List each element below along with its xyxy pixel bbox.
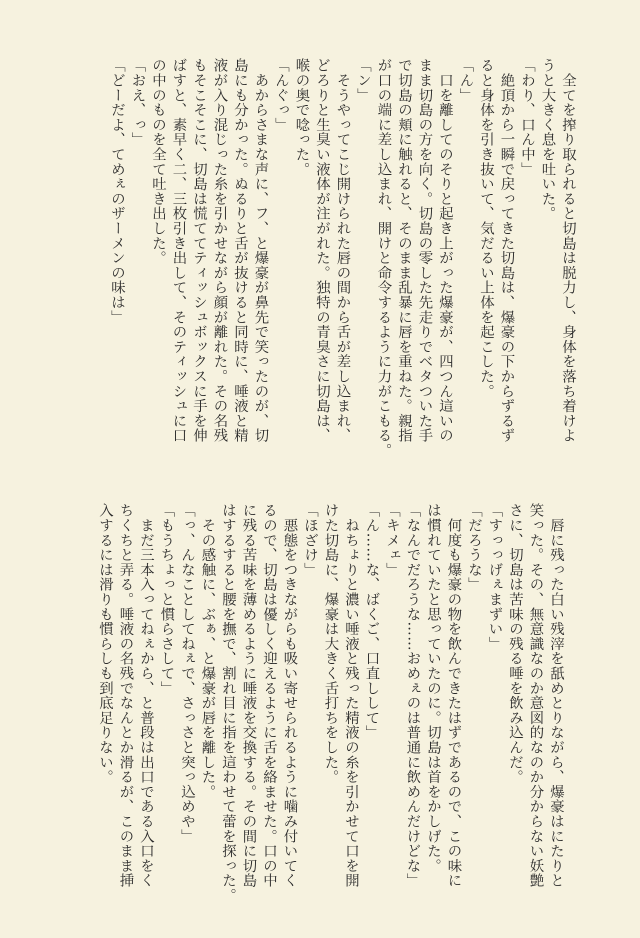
upper-text-block: 全てを搾り取られると切島は脱力し、身体を落ち着けよ うと大きく息を吐いた。 「わり、口ん中」 絶頂から一瞬で戻ってきた切島は、爆豪の下からずるず ると身体を引き抜いて、気だるい上体を起こした。 「ん」 口を離してのそりと起き上がった爆豪が、四つん這いの まま切島の方を向く。切島の零した先走りでベタついた手 で切島の頬に触れると、そのまま乱暴に唇を重ねた。親指 が口の端に差し込まれ、開けと命令するように力がこもる。 「ン」 そうやってこじ開けられた唇の間から舌が差し込まれ、 どろりと生臭い液体が注がれた。独特の青臭さに切島は、 喉の奥で唸った。 「んぐっ」 あからさまな声に、フ、と爆豪が鼻先で笑ったのが、切 島にも分かった。ぬるりと舌が抜けると同時に、唾液と精 液が入り混じった糸を引かせながら顔が離れた。その名残 もそこそこに、切島は慌ててティッシュボックスに手を伸 ばすと、素早く二、三枚引き出して、そのティッシュに口 の中のものを全て吐き出した。 「おえ、っ」 「どーだよ、てめぇのザーメンの味は」 [109, 58, 576, 458]
lower-text-block: 唇に残った白い残滓を舐めとりながら、爆豪はにたりと 笑った。その、無意識なのか意図的なのか分からない妖艶 さに、切島は苦味の残る唾を飲み込んだ。 「すっっげぇまずい」 「だろうな」 何度も爆豪の物を飲んできたはずであるので、この味に は慣れていたと思っていたのに。切島は首をかしげた。 「なんでだろうな……おめぇのは普通に飲めんだけどな」 「キメェ」 「ん……な、ばくご、口直しして」 ねちょりと濃い唾液と残った精液の糸を引かせて口を開 けた切島に、爆豪は大きく舌打ちをした。 「ほざけ」 悪態をつきながらも吸い寄せられるように噛み付いてく るので、切島は優しく迎えるように舌を絡ませた。口の中 に残る苦味を薄めるように唾液を交換する。その間に切島 はするすると腰を撫で、割れ目に指を這わせて蕾を探った。 その感触に、ぶぁ、と爆豪が唇を離した。 「っ、んなことしてねぇで、さっさと突っ込めや」 「もうちょっと慣らさして」 まだ三本入ってねぇから、と普段は出口である入口をく ちくちと弄る。唾液の名残でなんとか滑るが、このまま挿 入するには滑りも慣らしも到底足りない。 [97, 503, 564, 903]
